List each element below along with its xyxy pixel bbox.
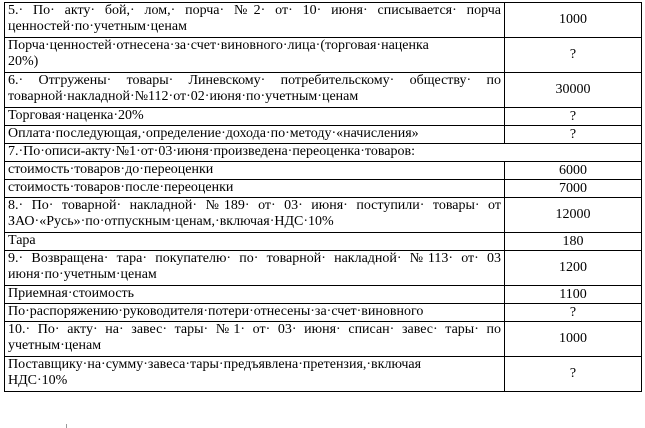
description-line: Оплата·последующая,·определение·дохода·по·методу·«начисления»: [8, 126, 419, 141]
row-description: [5, 3, 505, 38]
table-body: [5, 3, 642, 392]
description-line: июня·по·учетным·ценам: [8, 267, 157, 282]
description-line: НДС·10%: [8, 373, 68, 388]
table-row: [5, 38, 642, 73]
description-line: 10.· По· акту· на· завес· тары· №1· от· 03· июня· списан· завес· тары· по: [8, 322, 501, 337]
row-amount: 1200: [505, 251, 642, 286]
description-line: Приемная·стоимость: [8, 286, 135, 301]
table-row: [5, 108, 642, 126]
description-line: 20%): [8, 54, 39, 69]
description-line: Торговая·наценка·20%: [8, 108, 144, 123]
row-amount: 1100: [505, 286, 642, 304]
row-amount: 7000: [505, 180, 642, 198]
table-row: [5, 180, 642, 198]
table-row: [5, 198, 642, 233]
row-amount: 30000: [505, 73, 642, 108]
table-row: [5, 126, 642, 144]
row-description: [5, 38, 505, 73]
description-line: 5.· По· акту· бой,· лом,· порча· №2· от· 10· июня· списывается· порча: [8, 3, 501, 18]
row-description: [5, 108, 505, 126]
table-row: [5, 357, 642, 392]
description-line: 6.· Отгружены· товары· Линевскому· потребительскому· обществу· по: [8, 73, 501, 88]
row-amount: 1000: [505, 3, 642, 38]
row-amount: ?: [505, 126, 642, 144]
description-line: Тара: [8, 233, 36, 248]
row-description: [5, 162, 505, 180]
table-row: [5, 251, 642, 286]
row-amount: 6000: [505, 162, 642, 180]
description-line: стоимость·товаров·до·переоценки: [8, 162, 214, 177]
row-amount: ?: [505, 304, 642, 322]
description-line: 8.· По· товарной· накладной· №189· от· 03· июня· поступили· товары· от: [8, 198, 501, 213]
row-amount: ?: [505, 108, 642, 126]
description-line: стоимость·товаров·после·переоценки: [8, 180, 234, 195]
row-amount: ?: [505, 38, 642, 73]
document-table: [4, 2, 642, 392]
row-description: [5, 73, 505, 108]
row-description: [5, 126, 505, 144]
row-description: [5, 180, 505, 198]
table-row: [5, 304, 642, 322]
table-row: [5, 233, 642, 251]
row-description: [5, 251, 505, 286]
description-line: ценностей·по·учетным·ценам: [8, 19, 187, 34]
row-description: [5, 198, 505, 233]
row-description: [5, 144, 642, 162]
row-description: [5, 286, 505, 304]
row-description: [5, 304, 505, 322]
table-row: [5, 286, 642, 304]
description-line: Порча·ценностей·отнесена·за·счет·виновного·лица·(торговая·наценка: [8, 38, 429, 53]
description-line: По·распоряжению·руководителя·потери·отнесены·за·счет·виновного: [8, 304, 424, 319]
row-amount: ?: [505, 357, 642, 392]
table-row: [5, 322, 642, 357]
description-line: 7.·По·описи-акту·№1·от·03·июня·произведена·переоценка·товаров:: [8, 144, 415, 159]
row-amount: 1000: [505, 322, 642, 357]
description-line: товарной·накладной·№112·от·02·июня·по·учетным·ценам: [8, 89, 359, 104]
row-description: [5, 357, 505, 392]
table-row: [5, 162, 642, 180]
row-description: [5, 322, 505, 357]
table-row: [5, 73, 642, 108]
description-line: Поставщику·на·сумму·завеса·тары·предъявлена·претензия,·включая: [8, 357, 422, 372]
table-row: [5, 3, 642, 38]
description-line: ЗАО·«Русь»·по·отпускным·ценам,·включая·НДС·10%: [8, 214, 334, 229]
description-line: 9.· Возвращена· тара· покупателю· по· товарной· накладной· №113· от· 03: [8, 251, 501, 266]
description-line: учетным·ценам: [8, 338, 102, 353]
page-marker: [66, 424, 67, 428]
row-amount: 12000: [505, 198, 642, 233]
row-amount: 180: [505, 233, 642, 251]
row-description: [5, 233, 505, 251]
table-row: [5, 144, 642, 162]
